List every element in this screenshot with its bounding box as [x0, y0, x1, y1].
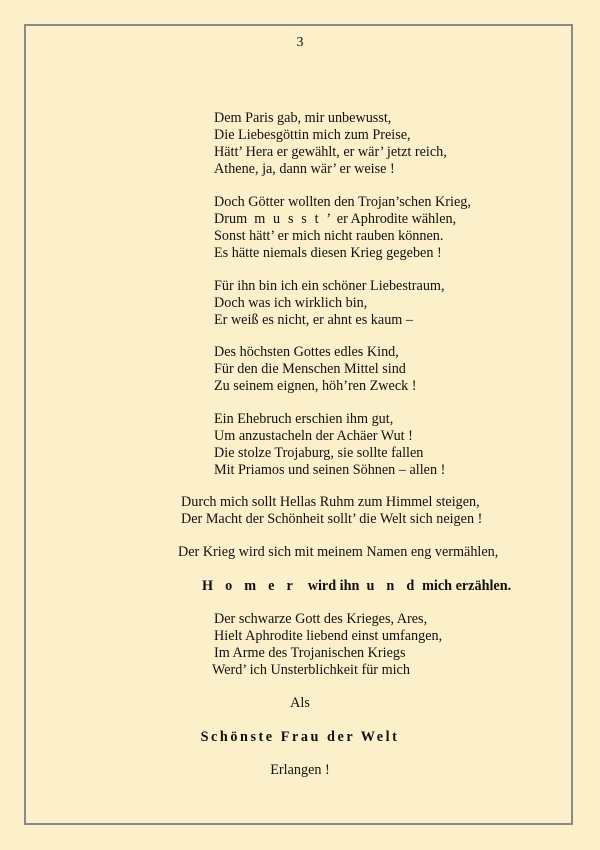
poem-line: Doch was ich wirklich bin, — [214, 295, 368, 311]
poem-line: Der Macht der Schönheit sollt’ die Welt sich neigen ! — [181, 511, 483, 527]
title-line: Schönste Frau der Welt — [200, 729, 400, 745]
poem-line: Hielt Aphrodite liebend einst umfangen, — [214, 628, 443, 644]
poem-line: Um anzustacheln der Achäer Wut ! — [214, 428, 413, 444]
poem-line: Des höchsten Gottes edles Kind, — [214, 344, 399, 360]
poem-line: Athene, ja, dann wär’ er weise ! — [214, 161, 395, 177]
poem-word: mich erzählen. — [422, 578, 512, 594]
poem-word: Drum — [214, 211, 248, 227]
poem-line: Dem Paris gab, mir unbewusst, — [214, 110, 392, 126]
poem-line: Die stolze Trojaburg, sie sollte fallen — [214, 445, 424, 461]
homer-word: H o m e r — [202, 578, 298, 594]
poem-line — [214, 211, 456, 228]
poem-line: Zu seinem eignen, höh’ren Zweck ! — [214, 378, 417, 394]
poem-line: Werd’ ich Unsterblichkeit für mich — [212, 662, 410, 678]
page-number: 3 — [296, 35, 304, 50]
als-line: Als — [290, 695, 310, 711]
poem-line: Die Liebesgöttin mich zum Preise, — [214, 127, 411, 143]
poem-line: Er weiß es nicht, er ahnt es kaum – — [214, 312, 413, 328]
poem-line: Für ihn bin ich ein schöner Liebestraum, — [214, 278, 445, 294]
poem-line: Der schwarze Gott des Krieges, Ares, — [214, 611, 428, 627]
poem-line: Mit Priamos und seinen Söhnen – allen ! — [214, 462, 446, 478]
und-word: u n d — [366, 578, 419, 594]
poem-line: Es hätte niemals diesen Krieg gegeben ! — [214, 245, 442, 261]
homer-line — [202, 578, 511, 595]
poem-line: Im Arme des Trojanischen Kriegs — [214, 645, 406, 661]
poem-word: er Aphrodite wählen, — [336, 211, 457, 227]
poem-line: Der Krieg wird sich mit meinem Namen eng vermählen, — [178, 544, 499, 560]
poem-line: Sonst hätt’ er mich nicht rauben können. — [214, 228, 444, 244]
poem-line: Hätt’ Hera er gewählt, er wär’ jetzt reich, — [214, 144, 447, 160]
erlangen-line: Erlangen ! — [270, 762, 330, 778]
poem-line: Ein Ehebruch erschien ihm gut, — [214, 411, 394, 427]
poem-line: Durch mich sollt Hellas Ruhm zum Himmel steigen, — [181, 494, 480, 510]
poem-word: wird ihn — [307, 578, 360, 594]
emphasized-word: m u s s t ’ — [254, 211, 334, 227]
poem-line: Für den die Menschen Mittel sind — [214, 361, 406, 377]
poem-line: Doch Götter wollten den Trojan’schen Krieg, — [214, 194, 471, 210]
